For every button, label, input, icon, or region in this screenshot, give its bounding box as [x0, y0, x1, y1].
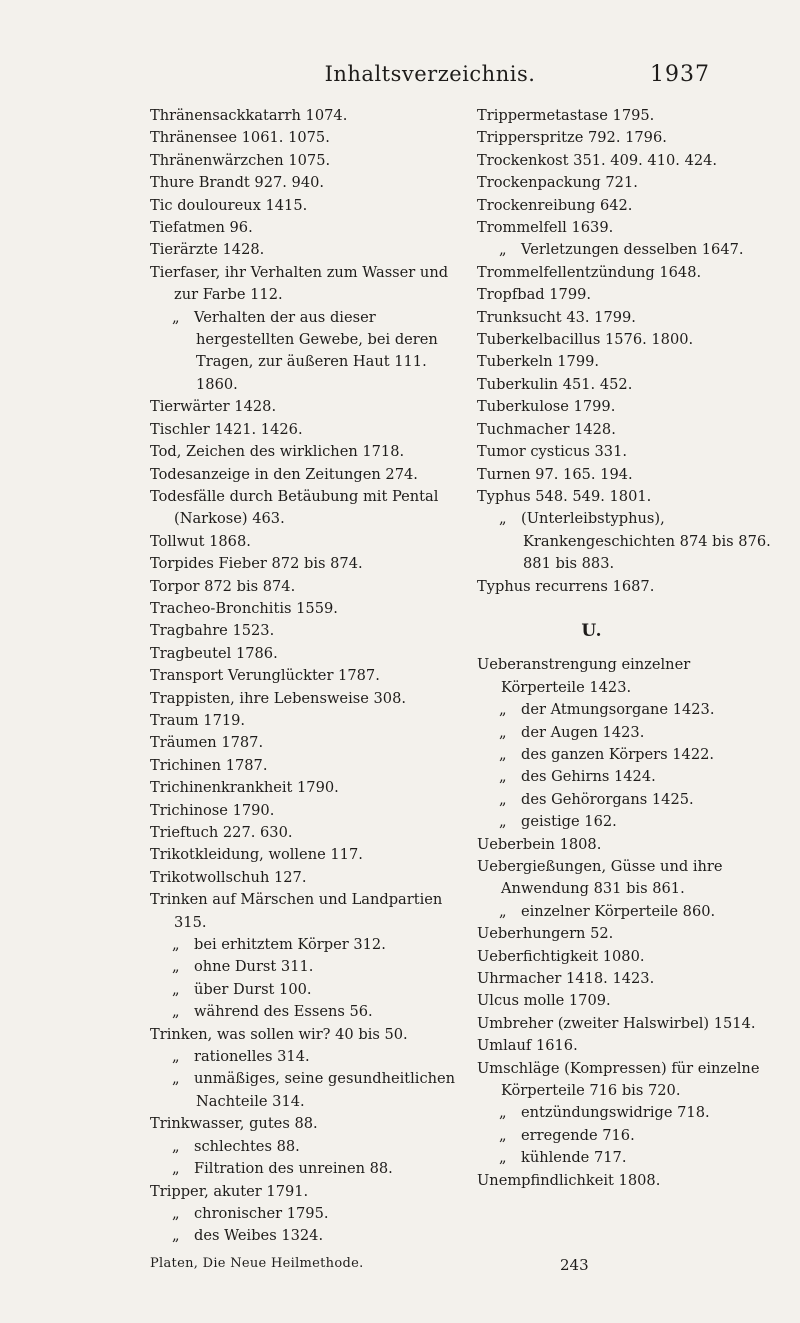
index-subentry	[150, 956, 465, 978]
index-subentry-text: während des Essens 56.	[194, 1003, 373, 1021]
ditto-mark: „	[499, 510, 507, 528]
index-entry: Thränensee 1061. 1075.	[150, 129, 330, 147]
index-subentry-text: rationelles 314.	[194, 1048, 310, 1066]
index-subentry-text: schlechtes 88.	[194, 1137, 300, 1155]
index-subentry-text: des Weibes 1324.	[194, 1227, 324, 1245]
index-subentry	[477, 1125, 777, 1147]
index-entry: Tuberkulin 451. 452.	[477, 375, 633, 393]
index-entry: Umbreher (zweiter Halswirbel) 1514.	[477, 1014, 756, 1032]
index-subentry	[150, 979, 465, 1001]
index-subentry	[150, 307, 465, 397]
index-subentry	[150, 1136, 465, 1158]
index-subentry-text: erregende 716.	[521, 1126, 635, 1144]
index-subentry-text: entzündungswidrige 718.	[521, 1104, 710, 1122]
index-subentry-text: (Unterleibstyphus), Krankengeschichten 874 bis 876. 881 bis 883.	[521, 510, 771, 573]
index-entry: Trichinose 1790.	[150, 801, 275, 819]
index-subentry	[150, 1068, 465, 1113]
ditto-mark: „	[499, 768, 507, 786]
index-entry: Tumor cysticus 331.	[477, 443, 628, 461]
index-entry: Ueberbein 1808.	[477, 835, 602, 853]
index-subentry-text: Filtration des unreinen 88.	[194, 1160, 393, 1178]
ditto-mark: „	[172, 1003, 180, 1021]
index-subentry	[150, 1158, 465, 1180]
index-entry: Typhus 548. 549. 1801.	[477, 487, 652, 505]
ditto-mark: „	[499, 813, 507, 831]
index-subentry-text: ohne Durst 311.	[194, 958, 314, 976]
index-entry: Torpides Fieber 872 bis 874.	[150, 555, 363, 573]
ditto-mark: „	[172, 958, 180, 976]
index-entry: Umschläge (Kompressen) für einzelne Körperteile 716 bis 720.	[477, 1059, 760, 1100]
index-subentry	[477, 508, 777, 575]
ditto-mark: „	[172, 308, 180, 326]
index-entry: Tod, Zeichen des wirklichen 1718.	[150, 443, 405, 461]
index-entry: Trinkwasser, gutes 88.	[150, 1115, 318, 1133]
index-subentry	[150, 1046, 465, 1068]
index-subentry	[150, 1203, 465, 1225]
index-entry: Todesfälle durch Betäubung mit Pental (Narkose) 463.	[150, 487, 439, 528]
index-entry: Trichinen 1787.	[150, 756, 268, 774]
index-column-right	[477, 105, 777, 1192]
index-subentry-text: kühlende 717.	[521, 1149, 627, 1167]
index-entry: Traum 1719.	[150, 711, 246, 729]
ditto-mark: „	[499, 723, 507, 741]
index-subentry	[477, 1102, 777, 1124]
index-entry: Trikotkleidung, wollene 117.	[150, 846, 363, 864]
index-subentry-text: geistige 162.	[521, 813, 617, 831]
ditto-mark: „	[172, 1204, 180, 1222]
index-entry: Todesanzeige in den Zeitungen 274.	[150, 465, 418, 483]
index-subentry-text: des Gehörorgans 1425.	[521, 790, 694, 808]
index-entry: Trinken auf Märschen und Landpartien 315.	[150, 891, 443, 931]
index-subentry-text: Verletzungen desselben 1647.	[521, 241, 744, 259]
index-subentry-text: Verhalten der aus dieser hergestellten Gewebe, bei deren Tragen, zur äußeren Haut 111. 1860.	[194, 308, 438, 393]
index-entry: Tuberkelbacillus 1576. 1800.	[477, 331, 694, 349]
page-number: 1937	[650, 62, 710, 87]
index-entry: Tollwut 1868.	[150, 532, 251, 550]
index-entry: Tuchmacher 1428.	[477, 420, 616, 438]
index-entry: Torpor 872 bis 874.	[150, 577, 296, 595]
running-head: Inhaltsverzeichnis.	[324, 62, 536, 86]
index-entry: Uhrmacher 1418. 1423.	[477, 970, 655, 988]
ditto-mark: „	[172, 1048, 180, 1066]
index-entry: Tic douloureux 1415.	[150, 196, 308, 214]
ditto-mark: „	[499, 1104, 507, 1122]
index-entry: Ulcus molle 1709.	[477, 992, 611, 1010]
index-column-left	[150, 105, 465, 1248]
index-entry: Träumen 1787.	[150, 734, 264, 752]
index-entry: Trieftuch 227. 630.	[150, 824, 293, 841]
index-subentry	[150, 1001, 465, 1023]
index-subentry-text: des Gehirns 1424.	[521, 768, 656, 786]
index-entry: Ueberfichtigkeit 1080.	[477, 947, 645, 965]
ditto-mark: „	[499, 902, 507, 920]
index-entry: Tuberkulose 1799.	[477, 398, 616, 416]
page-header	[150, 62, 710, 96]
index-subentry-text: der Augen 1423.	[521, 723, 645, 741]
index-subentry-text: der Atmungsorgane 1423.	[521, 701, 715, 719]
index-entry: Trippermetastase 1795.	[477, 107, 655, 124]
index-entry: Tischler 1421. 1426.	[150, 420, 303, 438]
index-entry: Tracheo-Bronchitis 1559.	[150, 599, 338, 617]
index-entry: Tragbahre 1523.	[150, 622, 275, 640]
index-subentry-text: einzelner Körperteile 860.	[521, 902, 716, 920]
index-entry: Tragbeutel 1786.	[150, 644, 278, 662]
index-entry: Thure Brandt 927. 940.	[150, 174, 325, 192]
index-entry: Ueberanstrengung einzelner Körperteile 1423.	[477, 656, 691, 696]
ditto-mark: „	[172, 1070, 180, 1088]
index-subentry	[477, 1147, 777, 1169]
index-subentry	[150, 934, 465, 956]
index-entry: Tiefatmen 96.	[150, 219, 253, 237]
ditto-mark: „	[172, 980, 180, 998]
ditto-mark: „	[172, 936, 180, 954]
ditto-mark: „	[499, 790, 507, 808]
book-imprint: Platen, Die Neue Heilmethode.	[150, 1256, 364, 1271]
section-heading-u: U.	[581, 620, 603, 641]
ditto-mark: „	[499, 241, 507, 259]
index-entry: Typhus recurrens 1687.	[477, 577, 655, 595]
index-entry: Thränenwärzchen 1075.	[150, 151, 331, 169]
index-subentry	[477, 239, 777, 261]
index-subentry-text: des ganzen Körpers 1422.	[521, 745, 715, 763]
index-entry: Trappisten, ihre Lebensweise 308.	[150, 689, 406, 707]
index-entry: Trockenreibung 642.	[477, 196, 633, 214]
index-subentry-text: über Durst 100.	[194, 980, 312, 998]
index-subentry-text: chronischer 1795.	[194, 1204, 329, 1222]
index-entry: Tripperspritze 792. 1796.	[477, 129, 667, 147]
ditto-mark: „	[499, 745, 507, 763]
index-entry: Tripper, akuter 1791.	[150, 1182, 309, 1200]
index-entry: Transport Verunglückter 1787.	[150, 667, 380, 685]
index-subentry	[150, 1225, 465, 1247]
ditto-mark: „	[172, 1137, 180, 1155]
index-entry: Trommelfell 1639.	[477, 219, 614, 237]
ditto-mark: „	[172, 1227, 180, 1245]
index-entry: Turnen 97. 165. 194.	[477, 465, 633, 483]
index-subentry-text: unmäßiges, seine gesundheitlichen Nachteile 314.	[194, 1070, 456, 1110]
index-entry: Trikotwollschuh 127.	[150, 868, 307, 886]
index-entry: Tierfaser, ihr Verhalten zum Wasser und zur Farbe 112.	[150, 263, 449, 304]
index-entry: Uebergießungen, Güsse und ihre Anwendung 831 bis 861.	[477, 858, 723, 898]
sheet-number: 243	[560, 1256, 589, 1274]
index-entry: Unempfindlichkeit 1808.	[477, 1171, 661, 1189]
index-entry: Tierwärter 1428.	[150, 398, 277, 416]
index-entry: Trockenpackung 721.	[477, 174, 638, 192]
index-group-t	[477, 105, 777, 598]
index-subentry	[477, 901, 777, 923]
index-entry: Ueberhungern 52.	[477, 925, 614, 943]
index-subentry	[477, 722, 777, 744]
index-subentry	[477, 811, 777, 833]
index-entry: Trunksucht 43. 1799.	[477, 308, 636, 326]
index-subentry	[477, 766, 777, 788]
ditto-mark: „	[172, 1160, 180, 1178]
index-subentry	[477, 699, 777, 721]
index-subentry	[477, 744, 777, 766]
ditto-mark: „	[499, 1149, 507, 1167]
index-group-u	[477, 654, 777, 1192]
ditto-mark: „	[499, 701, 507, 719]
index-entry: Trinken, was sollen wir? 40 bis 50.	[150, 1025, 408, 1043]
index-subentry-text: bei erhitztem Körper 312.	[194, 936, 386, 954]
index-entry: Trommelfellentzündung 1648.	[477, 263, 702, 281]
index-entry: Trichinenkrankheit 1790.	[150, 779, 339, 797]
index-entry: Trockenkost 351. 409. 410. 424.	[477, 151, 718, 169]
index-subentry	[477, 789, 777, 811]
index-entry: Thränensackkatarrh 1074.	[150, 107, 348, 124]
ditto-mark: „	[499, 1126, 507, 1144]
index-entry: Tuberkeln 1799.	[477, 353, 600, 371]
index-entry: Tropfbad 1799.	[477, 286, 592, 304]
index-entry: Umlauf 1616.	[477, 1037, 578, 1055]
index-entry: Tierärzte 1428.	[150, 241, 265, 259]
